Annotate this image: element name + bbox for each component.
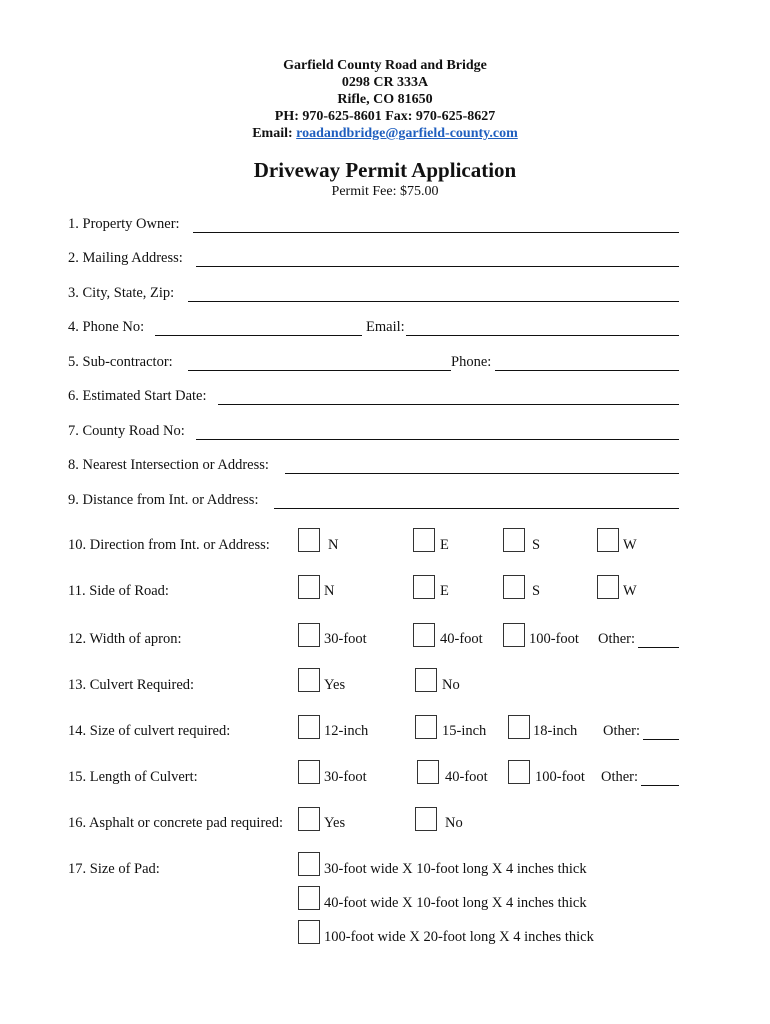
mailing-address-label: 2. Mailing Address: — [68, 250, 183, 266]
apron-30-label: 30-foot — [324, 631, 367, 647]
subcontractor-field[interactable] — [188, 370, 451, 371]
side-w-checkbox[interactable] — [597, 575, 619, 599]
intersection-label: 8. Nearest Intersection or Address: — [68, 457, 269, 473]
culvert-12-label: 12-inch — [324, 723, 369, 739]
page-title: Driveway Permit Application — [253, 158, 517, 182]
sub-phone-field[interactable] — [495, 370, 679, 371]
culvert-length-label: 15. Length of Culvert: — [68, 769, 198, 785]
pad-no-checkbox[interactable] — [415, 807, 437, 831]
phone-field[interactable] — [155, 335, 362, 336]
pad-size-30-checkbox[interactable] — [298, 852, 320, 876]
distance-label: 9. Distance from Int. or Address: — [68, 492, 259, 508]
pad-size-30-label: 30-foot wide X 10-foot long X 4 inches thick — [324, 861, 587, 877]
culvert-no-checkbox[interactable] — [415, 668, 437, 692]
side-s-checkbox[interactable] — [503, 575, 525, 599]
apron-40-label: 40-foot — [440, 631, 483, 647]
side-e-label: E — [440, 583, 449, 599]
culvert-no-label: No — [442, 677, 460, 693]
apron-width-label: 12. Width of apron: — [68, 631, 182, 647]
culvert-12-checkbox[interactable] — [298, 715, 320, 739]
org-name: Garfield County Road and Bridge — [283, 58, 487, 73]
side-s-label: S — [532, 583, 541, 599]
apron-other-field[interactable] — [638, 647, 679, 648]
direction-label: 10. Direction from Int. or Address: — [68, 537, 270, 553]
org-address1: 0298 CR 333A — [341, 75, 429, 90]
length-100-checkbox[interactable] — [508, 760, 530, 784]
org-address2: Rifle, CO 81650 — [337, 92, 433, 107]
apron-100-label: 100-foot — [529, 631, 579, 647]
direction-w-label: W — [623, 537, 637, 553]
apron-other-label: Other: — [598, 631, 636, 647]
length-30-checkbox[interactable] — [298, 760, 320, 784]
email-field-label: Email: — [366, 319, 405, 335]
city-state-zip-field[interactable] — [188, 301, 679, 302]
direction-s-checkbox[interactable] — [503, 528, 525, 552]
side-e-checkbox[interactable] — [413, 575, 435, 599]
culvert-18-label: 18-inch — [533, 723, 578, 739]
length-other-field[interactable] — [641, 785, 679, 786]
side-n-checkbox[interactable] — [298, 575, 320, 599]
apron-100-checkbox[interactable] — [503, 623, 525, 647]
org-email-line — [0, 125, 770, 142]
culvert-yes-label: Yes — [324, 677, 346, 693]
intersection-field[interactable] — [285, 473, 679, 474]
pad-size-100-label: 100-foot wide X 20-foot long X 4 inches thick — [324, 929, 594, 945]
culvert-size-other-field[interactable] — [643, 739, 679, 740]
pad-required-label: 16. Asphalt or concrete pad required: — [68, 815, 284, 831]
apron-40-checkbox[interactable] — [413, 623, 435, 647]
pad-size-label: 17. Size of Pad: — [68, 861, 160, 877]
email-field[interactable] — [406, 335, 679, 336]
direction-e-label: E — [440, 537, 449, 553]
start-date-field[interactable] — [218, 404, 679, 405]
pad-yes-checkbox[interactable] — [298, 807, 320, 831]
length-30-label: 30-foot — [324, 769, 367, 785]
side-n-label: N — [324, 583, 335, 599]
culvert-size-label: 14. Size of culvert required: — [68, 723, 231, 739]
side-w-label: W — [623, 583, 637, 599]
direction-w-checkbox[interactable] — [597, 528, 619, 552]
city-state-zip-label: 3. City, State, Zip: — [68, 285, 175, 301]
sub-phone-label: Phone: — [451, 354, 492, 370]
permit-fee: Permit Fee: $75.00 — [331, 184, 439, 199]
org-phone-fax: PH: 970-625-8601 Fax: 970-625-8627 — [274, 109, 496, 124]
direction-n-checkbox[interactable] — [298, 528, 320, 552]
subcontractor-label: 5. Sub-contractor: — [68, 354, 173, 370]
pad-no-label: No — [445, 815, 463, 831]
property-owner-label: 1. Property Owner: — [68, 216, 180, 232]
culvert-yes-checkbox[interactable] — [298, 668, 320, 692]
culvert-15-label: 15-inch — [442, 723, 487, 739]
length-40-label: 40-foot — [445, 769, 488, 785]
direction-e-checkbox[interactable] — [413, 528, 435, 552]
pad-size-40-checkbox[interactable] — [298, 886, 320, 910]
mailing-address-field[interactable] — [196, 266, 679, 267]
length-other-label: Other: — [601, 769, 639, 785]
culvert-size-other-label: Other: — [603, 723, 641, 739]
email-link[interactable]: roadandbridge@garfield-county.com — [296, 126, 518, 141]
direction-n-label: N — [328, 537, 339, 553]
direction-s-label: S — [532, 537, 541, 553]
side-of-road-label: 11. Side of Road: — [68, 583, 169, 599]
county-road-field[interactable] — [196, 439, 679, 440]
culvert-required-label: 13. Culvert Required: — [68, 677, 195, 693]
apron-30-checkbox[interactable] — [298, 623, 320, 647]
pad-yes-label: Yes — [324, 815, 346, 831]
culvert-18-checkbox[interactable] — [508, 715, 530, 739]
county-road-label: 7. County Road No: — [68, 423, 185, 439]
pad-size-100-checkbox[interactable] — [298, 920, 320, 944]
start-date-label: 6. Estimated Start Date: — [68, 388, 207, 404]
pad-size-40-label: 40-foot wide X 10-foot long X 4 inches thick — [324, 895, 587, 911]
culvert-15-checkbox[interactable] — [415, 715, 437, 739]
email-label: Email: — [252, 126, 297, 141]
distance-field[interactable] — [274, 508, 679, 509]
length-40-checkbox[interactable] — [417, 760, 439, 784]
property-owner-field[interactable] — [193, 232, 679, 233]
phone-label: 4. Phone No: — [68, 319, 145, 335]
length-100-label: 100-foot — [535, 769, 585, 785]
